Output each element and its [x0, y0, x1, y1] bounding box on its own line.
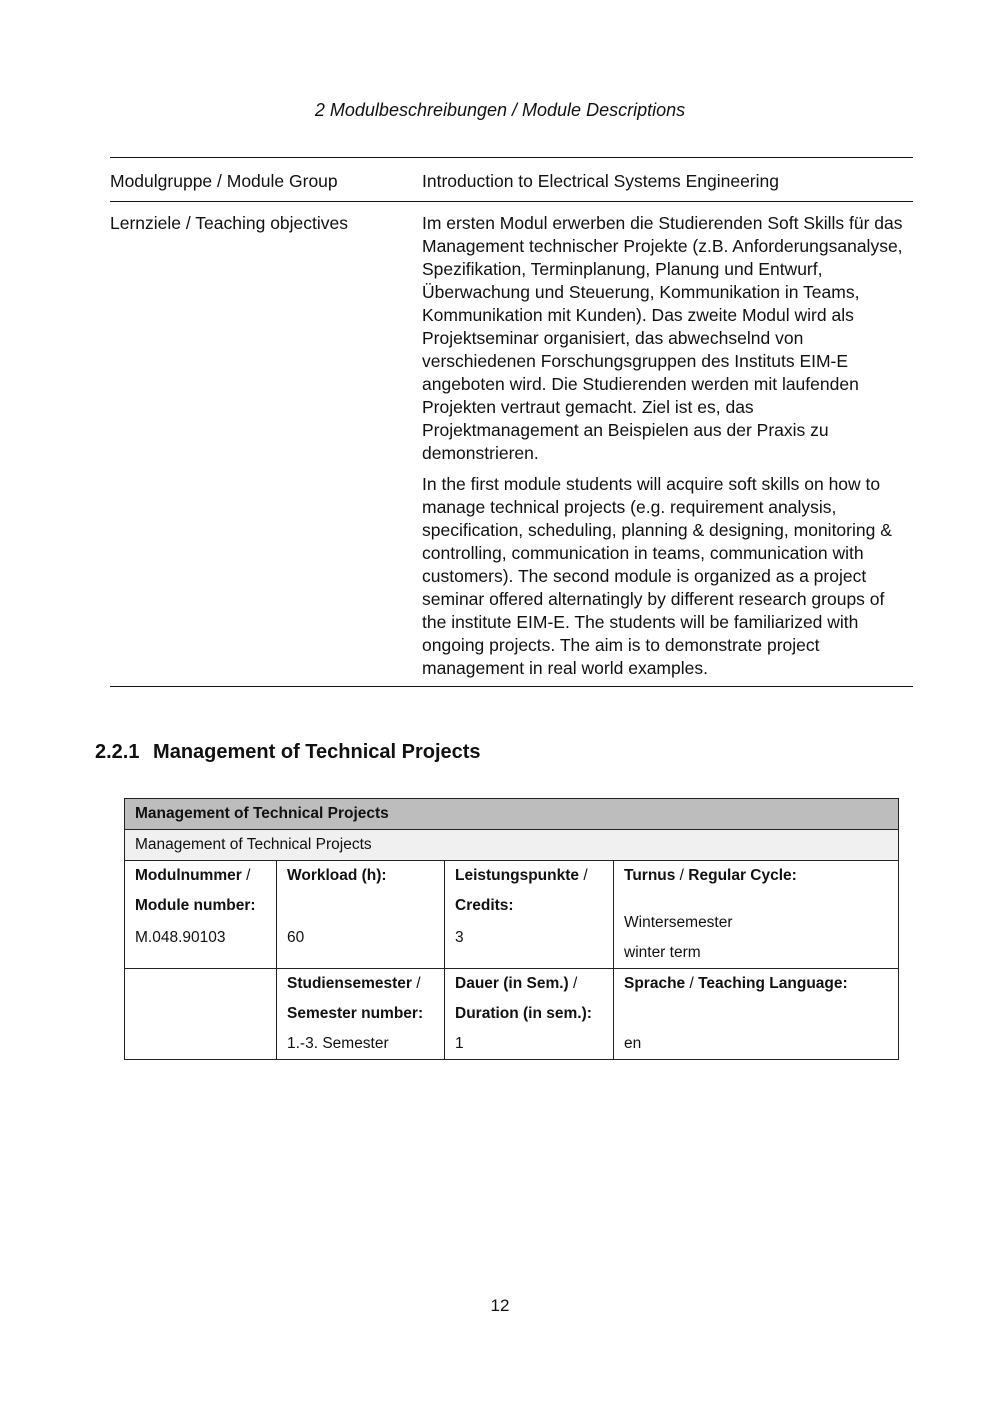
teaching-language-label: Sprache / Teaching Language:: [624, 975, 848, 992]
teaching-objectives-label: Lernziele / Teaching objectives: [110, 213, 349, 233]
workload-value: 60: [287, 929, 305, 946]
credits-label-en: Credits:: [455, 897, 514, 914]
module-subtitle-row: [125, 830, 899, 861]
regular-cycle-cell: [614, 861, 899, 969]
module-group-value: Introduction to Electrical Systems Engineering: [422, 171, 779, 191]
module-number-label: Modulnummer /: [135, 867, 251, 884]
section-heading: [95, 739, 481, 765]
teaching-language-cell: [614, 969, 899, 1060]
page-number: 12: [490, 1296, 510, 1315]
teaching-language-value: en: [624, 1035, 642, 1052]
empty-cell: [125, 969, 277, 1060]
credits-value: 3: [455, 929, 464, 946]
module-title-row: [125, 799, 899, 830]
module-title: Management of Technical Projects: [125, 799, 899, 830]
duration-value: 1: [455, 1035, 464, 1052]
duration-cell: [445, 969, 614, 1060]
regular-cycle-value-de: Wintersemester: [624, 914, 733, 931]
module-number-label-en: Module number:: [135, 897, 256, 914]
teaching-objectives-german: Im ersten Modul erwerben die Studierenden Soft Skills für das Management technischer Projekte (z.B. Anforderungsanalyse, Spezifikation, Terminplanung, Planung und Entwurf, Überwachung und Steuerung, Kommunikation in Teams, Kommunikation mit Kunden). Das zweite Modul wird als Projektseminar organisiert, das abwechselnd von verschiedenen Forschungsgruppen des Instituts EIM-E angeboten wird. Die Studierenden werden mit laufenden Projekten vertraut gemacht. Ziel ist es, das Projektmanagement an Beispielen aus der Praxis zu demonstrieren.: [422, 213, 903, 463]
credits-cell: [445, 861, 614, 969]
regular-cycle-label: Turnus / Regular Cycle:: [624, 867, 797, 884]
module-details-row-2: [125, 969, 899, 1060]
module-info-table: [124, 798, 899, 1060]
semester-value: 1.-3. Semester: [287, 1035, 389, 1052]
duration-label-en: Duration (in sem.):: [455, 1005, 592, 1022]
regular-cycle-value-en: winter term: [624, 944, 701, 961]
section-number: 2.2.1: [95, 741, 140, 763]
module-number-cell: [125, 861, 277, 969]
running-header: 2 Modulbeschreibungen / Module Descriptions: [314, 100, 686, 120]
module-subtitle: Management of Technical Projects: [125, 830, 899, 861]
credits-label: Leistungspunkte /: [455, 867, 588, 884]
module-number-value: M.048.90103: [135, 929, 226, 946]
teaching-objectives-text: [422, 212, 913, 680]
workload-cell: [277, 861, 445, 969]
module-details-row-1: [125, 861, 899, 969]
teaching-objectives-english: In the first module students will acquire soft skills on how to manage technical projects (e.g. requirement analysis, specification, scheduling, planning & designing, monitoring & controlling, communication in teams, communication with customers). The second module is organized as a project seminar offered alternatingly by different research groups of the institute EIM-E. The students will be familiarized with ongoing projects. The aim is to demonstrate project management in real world examples.: [422, 474, 892, 678]
duration-label: Dauer (in Sem.) /: [455, 975, 578, 992]
semester-label-en: Semester number:: [287, 1005, 424, 1022]
module-group-label: Modulgruppe / Module Group: [110, 171, 338, 191]
section-title: Management of Technical Projects: [153, 741, 481, 763]
semester-label: Studiensemester /: [287, 975, 421, 992]
semester-cell: [277, 969, 445, 1060]
teaching-objectives-row: [110, 202, 913, 686]
module-group-row: [110, 158, 913, 202]
module-group-description-table: [110, 157, 913, 687]
workload-label: Workload (h):: [287, 867, 387, 884]
